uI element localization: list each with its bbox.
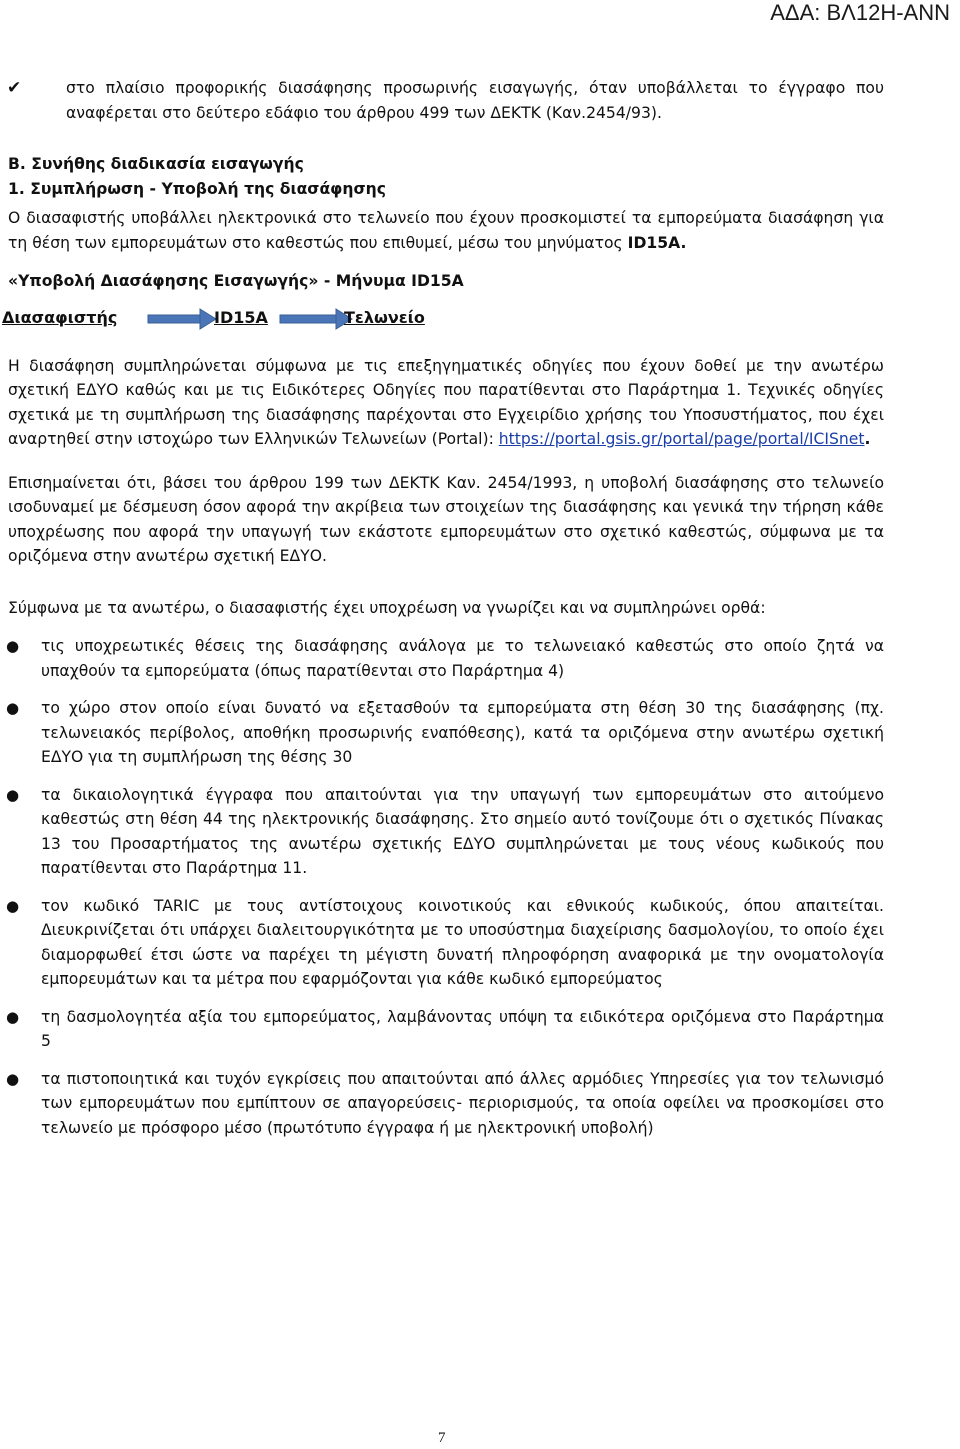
- message-flow-diagram: [2, 300, 884, 340]
- flow-receiver: Τελωνείο: [344, 307, 425, 327]
- checkmark-icon: ✔: [7, 78, 22, 98]
- subsection-1-title: 1. Συμπλήρωση - Υποβολή της διασάφησης: [8, 179, 386, 198]
- bullet-icon: ●: [6, 896, 20, 915]
- flow-message: ID15A: [214, 307, 268, 327]
- portal-link[interactable]: https://portal.gsis.gr/portal/page/portal/ICISnet: [498, 430, 865, 448]
- ada-code: ΑΔΑ: ΒΛ12Η-ΑΝΝ: [770, 0, 950, 25]
- note-paragraph: Επισημαίνεται ότι, βάσει του άρθρου 199 των ΔΕΚΤΚ Καν. 2454/1993, η υποβολή διασάφησης στο τελωνείο ισοδυναμεί με δέσμευση όσον αφορά την ακρίβεια των στοιχείων της διασάφησης και γενικά την τήρηση κάθε υποχρέωσης που αφορά την υπαγωγή των εκάστοτε εμπορευμάτων στο σχετικό καθεστώς, σύμφωνα με τα οριζόμενα στην ανωτέρω σχετική ΕΔΥΟ.: [8, 473, 884, 565]
- obligation-list: [8, 634, 884, 1140]
- fill-text: Η διασάφηση συμπληρώνεται σύμφωνα με τις επεξηγηματικές οδηγίες που έχουν δοθεί με την ανωτέρω σχετική ΕΔΥΟ καθώς και με τις Ειδικότερες Οδηγίες που παρατίθενται στο Παράρτημα 1. Τεχνικές οδηγίες σχετικά με τη συμπλήρωση της διασάφησης παρέχονται στο Εγχειρίδιο χρήσης του Υποσυστήματος, που έχει αναρτηθεί στην ιστοχώρο των Ελληνικών Τελωνείων (Portal):: [8, 356, 884, 448]
- message-heading: «Υποβολή Διασάφησης Εισαγωγής» - Μήνυμα ID15A: [8, 272, 464, 290]
- bullet-icon: ●: [6, 699, 20, 717]
- check-list-item: [7, 76, 884, 125]
- bullet-icon: ●: [6, 637, 20, 655]
- list-item: ● τις υποχρεωτικές θέσεις της διασάφησης ανάλογα με το τελωνειακό καθεστώς στο οποίο ζητά να υπαχθούν τα εμπορεύματα (όπως παρατίθενται στο Παράρτημα 4): [8, 634, 884, 683]
- section-b-title: Β. Συνήθης διαδικασία εισαγωγής: [8, 155, 304, 173]
- document-body: [2, 76, 884, 1153]
- bullet-icon: ●: [6, 1007, 20, 1026]
- arrow-right-icon: [148, 309, 216, 329]
- flow-arrows: [8, 300, 368, 340]
- intro-message-code: ID15A.: [627, 233, 687, 252]
- list-item: ● τα δικαιολογητικά έγγραφα που απαιτούνται για την υπαγωγή των εμπορευμάτων στο αιτούμενο καθεστώς στη θέση 44 της ηλεκτρονικής διασάφησης. Στο σημείο αυτό τονίζουμε ότι ο σχετικός Πίνακας 13 του Προσαρτήματος της ανωτέρω σχετικής ΕΔΥΟ συμπληρώνεται με τους νέους κωδικούς που παρατίθενται στο Παράρτημα 11.: [8, 783, 884, 881]
- page-number: 7: [438, 1430, 446, 1446]
- arrow-right-icon: [280, 309, 352, 329]
- flow-sender: Διασαφιστής: [2, 307, 118, 327]
- bullet-icon: ●: [6, 785, 20, 804]
- fill-instructions-paragraph: [8, 354, 884, 452]
- list-item: ● τον κωδικό TARIC με τους αντίστοιχους κοινοτικούς και εθνικούς κωδικούς, όπου απαιτείται. Διευκρινίζεται ότι υπάρχει διαλειτουργικότητα με το υποσύστημα διαχείρισης δασμολογίου, το οποίο έχει διαμορφωθεί έτσι ώστε να παρέχει τη μέγιστη δυνατή πληροφόρηση αναφορικά με την ονοματολογία εμπορευμάτων και τα μέτρα που εφαρμόζονται για κάθε κωδικό εμπορεύματος: [8, 894, 884, 992]
- list-item: ● τα πιστοποιητικά και τυχόν εγκρίσεις που απαιτούνται από άλλες αρμόδιες Υπηρεσίες για τον τελωνισμό των εμπορευμάτων που εμπίπτουν σε απαγορεύσεις- περιορισμούς, τα οποία οφείλει να προσκομίσει στο τελωνείο με πρόσφορο μέσο (πρωτότυπο έγγραφα ή με ηλεκτρονική υποβολή): [8, 1067, 884, 1141]
- bullet-icon: ●: [6, 1069, 20, 1088]
- check-item-text: στο πλαίσιο προφορικής διασάφησης προσωρινής εισαγωγής, όταν υποβάλλεται το έγγραφο που αναφέρεται στο δεύτερο εδάφιο του άρθρου 499 των ΔΕΚΤΚ (Καν.2454/93).: [66, 79, 884, 122]
- list-item: ● τη δασμολογητέα αξία του εμπορεύματος, λαμβάνοντας υπόψη τα ειδικότερα οριζόμενα στο Παράρτημα 5: [8, 1005, 884, 1054]
- obligation-paragraph: Σύμφωνα με τα ανωτέρω, ο διασαφιστής έχει υποχρέωση να γνωρίζει και να συμπληρώνει ορθά:: [8, 598, 766, 617]
- intro-paragraph: [8, 206, 884, 255]
- fill-end: .: [864, 430, 871, 448]
- list-item: ● το χώρο στον οποίο είναι δυνατό να εξετασθούν τα εμπορεύματα στη θέση 30 της διασάφησης (πχ. τελωνειακός περίβολος, αποθήκη προσωρινής εναπόθεσης), κατά τα οριζόμενα στην ανωτέρω σχετική ΕΔΥΟ για τη συμπλήρωση της θέσης 30: [8, 696, 884, 770]
- intro-text: Ο διασαφιστής υποβάλλει ηλεκτρονικά στο τελωνείο που έχουν προσκομιστεί τα εμπορεύματα διασάφηση για τη θέση των εμπορευμάτων στο καθεστώς που επιθυμεί, μέσω του μηνύματος: [8, 209, 884, 252]
